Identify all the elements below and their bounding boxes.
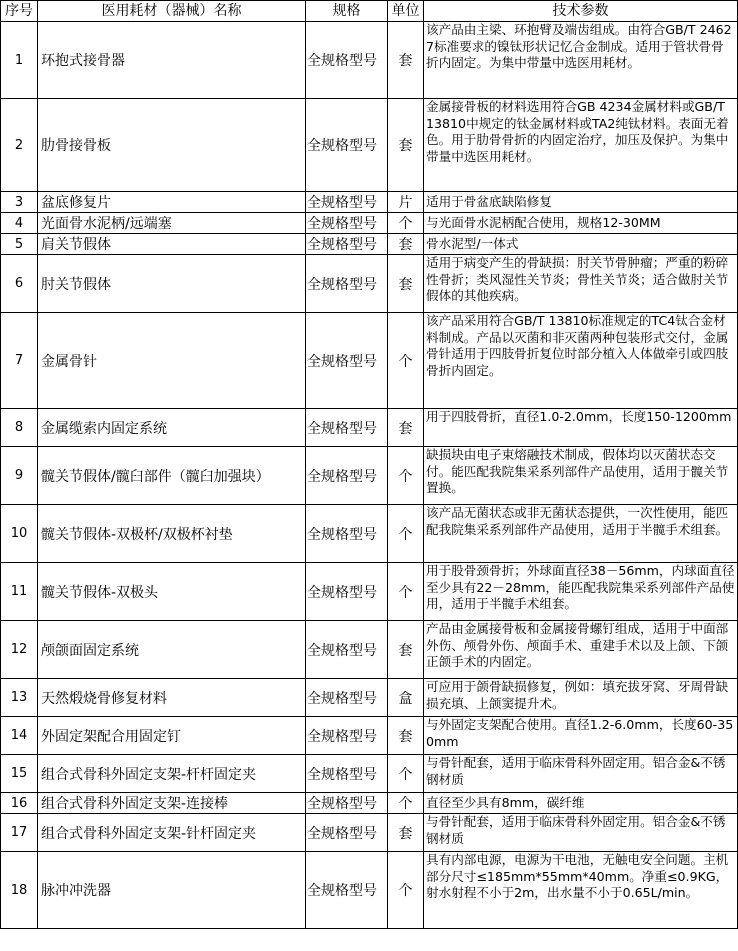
device-spec: 全规格型号 — [306, 814, 388, 852]
device-spec: 全规格型号 — [306, 505, 388, 563]
header-spec: 规格 — [306, 1, 388, 22]
device-name: 光面骨水泥柄/远端塞 — [38, 213, 306, 234]
device-name: 肘关节假体 — [38, 255, 306, 313]
device-name: 组合式骨科外固定支架-杆杆固定夹 — [38, 755, 306, 793]
table-row — [1, 447, 738, 505]
table-row — [1, 313, 738, 409]
device-unit: 套 — [388, 22, 424, 99]
device-spec: 全规格型号 — [306, 192, 388, 213]
header-row — [1, 1, 738, 22]
table-row — [1, 793, 738, 814]
row-number: 3 — [1, 192, 38, 213]
device-unit: 个 — [388, 852, 424, 929]
row-number: 7 — [1, 313, 38, 409]
row-number: 12 — [1, 621, 38, 679]
header-params: 技术参数 — [424, 1, 738, 22]
table-row — [1, 505, 738, 563]
device-unit: 个 — [388, 793, 424, 814]
row-number: 11 — [1, 563, 38, 621]
device-unit: 套 — [388, 621, 424, 679]
table-row — [1, 213, 738, 234]
device-spec: 全规格型号 — [306, 313, 388, 409]
device-name: 组合式骨科外固定支架-针杆固定夹 — [38, 814, 306, 852]
device-params: 金属接骨板的材料选用符合GB 4234金属材料或GB/T 13810中规定的钛金属材料或TA2纯钛材料。表面无着色。用于肋骨骨折的内固定治疗，加压及保护。为集中带量中选医用耗材。 — [424, 99, 738, 192]
device-params: 缺损块由电子束熔融技术制成，假体均以灭菌状态交付。能匹配我院集采系列部件产品使用，适用于髋关节置换。 — [424, 447, 738, 505]
device-params: 骨水泥型/一体式 — [424, 234, 738, 255]
device-unit: 个 — [388, 563, 424, 621]
device-name: 环抱式接骨器 — [38, 22, 306, 99]
device-unit: 片 — [388, 192, 424, 213]
device-unit: 套 — [388, 814, 424, 852]
row-number: 15 — [1, 755, 38, 793]
device-params: 适用于骨盆底缺陷修复 — [424, 192, 738, 213]
device-params: 适用于病变产生的骨缺损：肘关节骨肿瘤；严重的粉碎性骨折；类风湿性关节炎；骨性关节炎；适合做肘关节假体的其他疾病。 — [424, 255, 738, 313]
table-row — [1, 99, 738, 192]
device-spec: 全规格型号 — [306, 717, 388, 755]
header-no: 序号 — [1, 1, 38, 22]
row-number: 4 — [1, 213, 38, 234]
device-unit: 套 — [388, 717, 424, 755]
device-params: 用于股骨颈骨折；外球面直径38－56mm，内球面直径至少具有22－28mm，能匹配我院集采系列部件产品使用，适用于半髋手术组套。 — [424, 563, 738, 621]
row-number: 6 — [1, 255, 38, 313]
row-number: 8 — [1, 409, 38, 447]
device-name: 盆底修复片 — [38, 192, 306, 213]
header-unit: 单位 — [388, 1, 424, 22]
device-unit: 盒 — [388, 679, 424, 717]
row-number: 10 — [1, 505, 38, 563]
device-spec: 全规格型号 — [306, 679, 388, 717]
device-name: 髋关节假体/髋臼部件（髋臼加强块） — [38, 447, 306, 505]
table-row — [1, 679, 738, 717]
row-number: 14 — [1, 717, 38, 755]
table-row — [1, 409, 738, 447]
table-row — [1, 852, 738, 929]
device-params: 可应用于颌骨缺损修复，例如：填充拔牙窝、牙周骨缺损充填、上颌窦提升术。 — [424, 679, 738, 717]
device-spec: 全规格型号 — [306, 99, 388, 192]
device-name: 肩关节假体 — [38, 234, 306, 255]
device-spec: 全规格型号 — [306, 621, 388, 679]
device-spec: 全规格型号 — [306, 213, 388, 234]
device-name: 外固定架配合用固定钉 — [38, 717, 306, 755]
device-name: 肋骨接骨板 — [38, 99, 306, 192]
device-unit: 套 — [388, 409, 424, 447]
table-row — [1, 814, 738, 852]
device-params: 用于四肢骨折，直径1.0-2.0mm，长度150-1200mm — [424, 409, 738, 447]
table-row — [1, 22, 738, 99]
device-spec: 全规格型号 — [306, 563, 388, 621]
row-number: 1 — [1, 22, 38, 99]
device-unit: 套 — [388, 99, 424, 192]
device-unit: 个 — [388, 505, 424, 563]
row-number: 2 — [1, 99, 38, 192]
device-spec: 全规格型号 — [306, 22, 388, 99]
device-params: 直径至少具有8mm，碳纤维 — [424, 793, 738, 814]
device-name: 金属骨针 — [38, 313, 306, 409]
device-params: 与外固定支架配合使用。直径1.2-6.0mm，长度60-350mm — [424, 717, 738, 755]
header-name: 医用耗材（器械）名称 — [38, 1, 306, 22]
table-row — [1, 234, 738, 255]
table-row — [1, 717, 738, 755]
device-unit: 个 — [388, 313, 424, 409]
device-params: 该产品由主梁、环抱臂及端齿组成。由符合GB/T 24627标准要求的镍钛形状记忆合金制成。适用于管状骨骨折内固定。为集中带量中选医用耗材。 — [424, 22, 738, 99]
device-params: 与骨针配套，适用于临床骨科外固定用。铝合金&不锈钢材质 — [424, 755, 738, 793]
device-spec: 全规格型号 — [306, 447, 388, 505]
device-params: 与骨针配套，适用于临床骨科外固定用。铝合金&不锈钢材质 — [424, 814, 738, 852]
device-params: 该产品无菌状态或非无菌状态提供，一次性使用，能匹配我院集采系列部件产品使用，适用于半髋手术组套。 — [424, 505, 738, 563]
device-params: 产品由金属接骨板和金属接骨螺钉组成，适用于中面部外伤、颅骨外伤、颅面手术、重建手术以及上颌、下颌正颌手术的内固定。 — [424, 621, 738, 679]
table-row — [1, 192, 738, 213]
device-params: 与光面骨水泥柄配合使用，规格12-30MM — [424, 213, 738, 234]
row-number: 18 — [1, 852, 38, 929]
device-spec: 全规格型号 — [306, 755, 388, 793]
device-unit: 个 — [388, 755, 424, 793]
device-name: 组合式骨科外固定支架-连接棒 — [38, 793, 306, 814]
device-name: 金属缆索内固定系统 — [38, 409, 306, 447]
device-name: 颅颌面固定系统 — [38, 621, 306, 679]
device-spec: 全规格型号 — [306, 255, 388, 313]
table-row — [1, 621, 738, 679]
device-name: 脉冲冲洗器 — [38, 852, 306, 929]
row-number: 16 — [1, 793, 38, 814]
row-number: 9 — [1, 447, 38, 505]
table-row — [1, 755, 738, 793]
device-unit: 套 — [388, 234, 424, 255]
device-params: 具有内部电源，电源为干电池，无触电安全问题。主机部分尺寸≤185mm*55mm*40mm。净重≤0.9KG，射水射程不小于2m，出水量不小于0.65L/min。 — [424, 852, 738, 929]
device-name: 髋关节假体-双极头 — [38, 563, 306, 621]
table-row — [1, 563, 738, 621]
device-spec: 全规格型号 — [306, 409, 388, 447]
device-unit: 个 — [388, 447, 424, 505]
device-spec: 全规格型号 — [306, 852, 388, 929]
row-number: 17 — [1, 814, 38, 852]
device-name: 髋关节假体-双极杯/双极杯衬垫 — [38, 505, 306, 563]
row-number: 5 — [1, 234, 38, 255]
row-number: 13 — [1, 679, 38, 717]
device-unit: 套 — [388, 255, 424, 313]
device-name: 天然煅烧骨修复材料 — [38, 679, 306, 717]
device-spec: 全规格型号 — [306, 793, 388, 814]
device-spec: 全规格型号 — [306, 234, 388, 255]
table-row — [1, 255, 738, 313]
device-params: 该产品采用符合GB/T 13810标准规定的TC4钛合金材料制成。产品以灭菌和非灭菌两种包装形式交付，金属骨针适用于四肢骨折复位时部分植入人体做牵引或四肢骨折内固定。 — [424, 313, 738, 409]
device-unit: 个 — [388, 213, 424, 234]
